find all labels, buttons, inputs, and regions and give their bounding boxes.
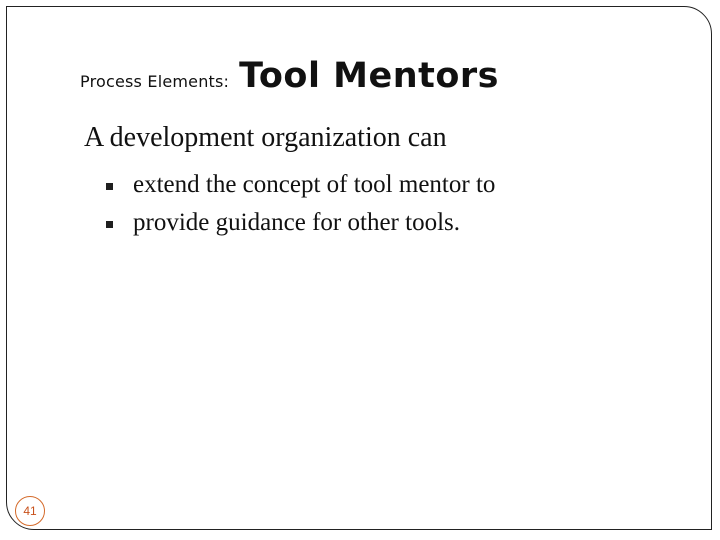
page-number: 41	[23, 504, 37, 518]
title-prefix: Process Elements:	[80, 72, 230, 91]
bullet-list	[106, 166, 495, 242]
title-main: Tool Mentors	[239, 56, 500, 96]
square-bullet-icon	[106, 183, 113, 190]
page-number-badge	[15, 496, 45, 526]
bullet-text: extend the concept of tool mentor to	[133, 171, 496, 198]
slide-title	[80, 56, 499, 96]
intro-text: A development organization can	[84, 122, 447, 153]
square-bullet-icon	[106, 221, 113, 228]
bullet-item	[106, 166, 495, 204]
bullet-item	[106, 204, 495, 242]
bullet-text: provide guidance for other tools.	[133, 209, 460, 236]
